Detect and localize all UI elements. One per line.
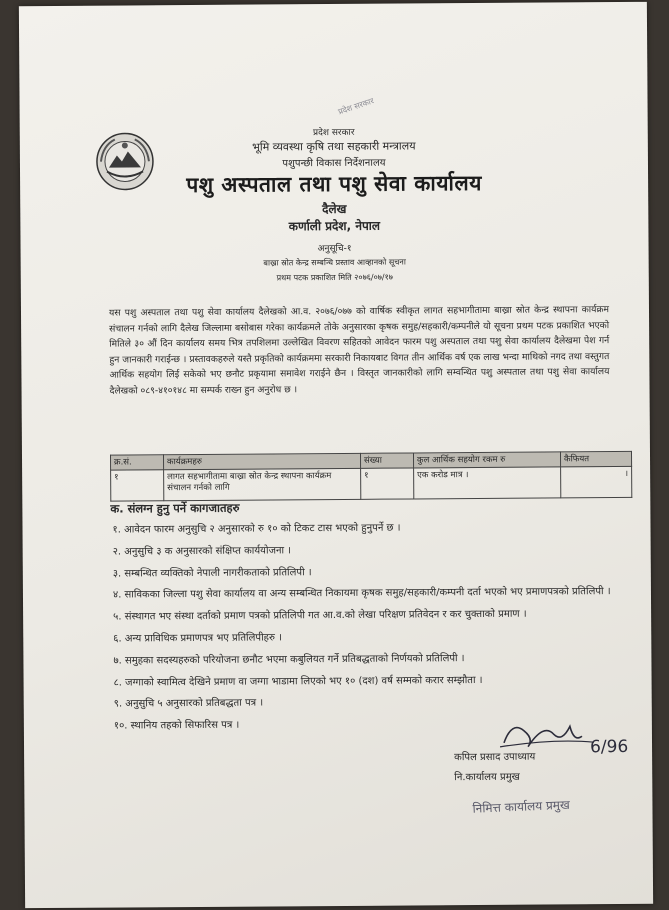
requirements-heading: क. संलग्न हुनु पर्ने कागजातहरु bbox=[110, 500, 240, 516]
publish-date: प्रथम पटक प्रकाशित मिति २०७६/०७/१७ bbox=[276, 272, 393, 283]
ministry-name: भूमि व्यवस्था कृषि तथा सहकारी मन्त्रालय bbox=[252, 139, 416, 154]
district-name: दैलेख bbox=[322, 201, 347, 217]
signer-name: कपिल प्रसाद उपाध्याय bbox=[454, 751, 536, 764]
program-table bbox=[110, 451, 632, 502]
table-cell: १ bbox=[361, 468, 414, 499]
list-item: ७. समुहका सदस्यहरुको परियोजना छनौट भएमा कबुलियत गर्ने प्रतिबद्धताको निर्णयको प्रतिलिपी । bbox=[113, 652, 465, 667]
directorate-name: पशुपन्छी विकास निर्देशनालय bbox=[282, 157, 386, 170]
table-cell: एक करोड मात्र । bbox=[414, 467, 561, 499]
province-name: कर्णाली प्रदेश, नेपाल bbox=[288, 218, 381, 234]
list-item: १. आवेदन फारम अनुसुचि २ अनुसारको रु १० को टिकट टास भएको हुनुपर्ने छ । bbox=[112, 522, 401, 536]
table-cell: १ bbox=[111, 470, 164, 501]
list-item: ३. सम्बन्धित व्यक्तिको नेपाली नागरीकताको प्रतिलिपी । bbox=[112, 566, 312, 580]
notice-body: यस पशु अस्पताल तथा पशु सेवा कार्यालय दैलेखको आ.व. २०७६/०७७ को वार्षिक स्वीकृत लागत सहभागीतामा बाख्रा स्रोत केन्द्र स्थापना कार्यक्रम संचालन गर्नको लागि दैलेख जिल्लामा बसोबास गरेका कार्यक्रमले तोके अनुसारका कृषक समुह/सहकारी/कम्पनीले यो सूचना प्रथम पटक प्रकाशित भएको मितिले ३० औं दिन कार्यालय समय भित्र तपशिलमा उल्लेखित विवरण सहितको आवेदन फारम पशु अस्पताल तथा पशु सेवा कार्यालय दैलेखमा पेश गर्न हुन जानकारी गराईन्छ । प्रस्तावकहरुले यस्तै प्रकृतिको कार्यक्रममा सरकारी निकायबाट विगत तीन आर्थिक वर्ष एक लाख भन्दा माथिको नगद तथा वस्तुगत आर्थिक सहयोग लिई सकेको भए छनौट प्रकृयामा समावेश गराईने छैन । विस्तृत जानकारीको लागि सम्वन्धित पशु अस्पताल तथा पशु सेवा कार्यालय दैलेखको ०८९-४१०१४८ मा सम्पर्क राख्न हुन अनुरोध छ । bbox=[108, 304, 610, 397]
table-header: संख्या bbox=[360, 453, 413, 468]
document-page bbox=[19, 2, 653, 908]
table-cell: । bbox=[561, 466, 632, 497]
list-item: १०. स्थानिय तहको सिफारिस पत्र । bbox=[113, 719, 240, 732]
office-stamp: निमित्त कार्यालय प्रमुख bbox=[472, 797, 571, 816]
signer-title: नि.कार्यालय प्रमुख bbox=[454, 771, 520, 784]
requirements-list bbox=[112, 516, 634, 738]
table-cell: लागत सहभागीतामा बाख्रा स्रोत केन्द्र स्थापना कार्यक्रम संचालन गर्नको लागि bbox=[164, 468, 361, 500]
list-item: ४. साविकका जिल्ला पशु सेवा कार्यालय वा अन्य सम्बन्धित निकायमा कृषक समुह/सहकारी/कम्पनी दर्ता भएको भए प्रमाणपत्रको प्रतिलिपी । bbox=[112, 586, 611, 601]
list-item: ५. संस्थागत भए संस्था दर्ताको प्रमाण पत्रको प्रतिलिपी गत आ.व.को लेखा परिक्षण प्रतिवेदन र कर चुक्ताको प्रमाण । bbox=[113, 608, 527, 623]
province-label: प्रदेश सरकार bbox=[312, 127, 355, 139]
table-header: कुल आर्थिक सहयोग रकम रु bbox=[413, 452, 560, 468]
table-row bbox=[111, 466, 632, 501]
office-title: पशु अस्पताल तथा पशु सेवा कार्यालय bbox=[186, 170, 482, 198]
list-item: २. अनुसुचि ३ क अनुसारको संक्षिप्त कार्ययोजना । bbox=[112, 545, 292, 558]
table-header: कार्यक्रमहरु bbox=[163, 453, 360, 469]
list-item: ६. अन्य प्राविधिक प्रमाणपत्र भए प्रतिलिपीहरु । bbox=[113, 632, 282, 645]
table-header: कैफियत bbox=[560, 451, 631, 466]
faint-stamp: प्रदेश सरकार bbox=[337, 96, 375, 117]
handwritten-date: 6/96 bbox=[589, 736, 629, 758]
notice-subject: बाख्रा स्रोत केन्द्र सम्बन्धि प्रस्ताव आव्हानको सूचना bbox=[263, 257, 406, 268]
annex-label: अनुसूचि-१ bbox=[317, 243, 352, 255]
list-item: ८. जग्गाको स्वामित्व देखिने प्रमाण वा जग्गा भाडामा लिएको भए १० (दश) वर्ष सम्मको करार सम्झौता । bbox=[113, 674, 483, 689]
table-header: क्र.सं. bbox=[110, 455, 163, 470]
list-item: ९. अनुसुचि ५ अनुसारको प्रतिबद्धता पत्र । bbox=[113, 697, 264, 710]
